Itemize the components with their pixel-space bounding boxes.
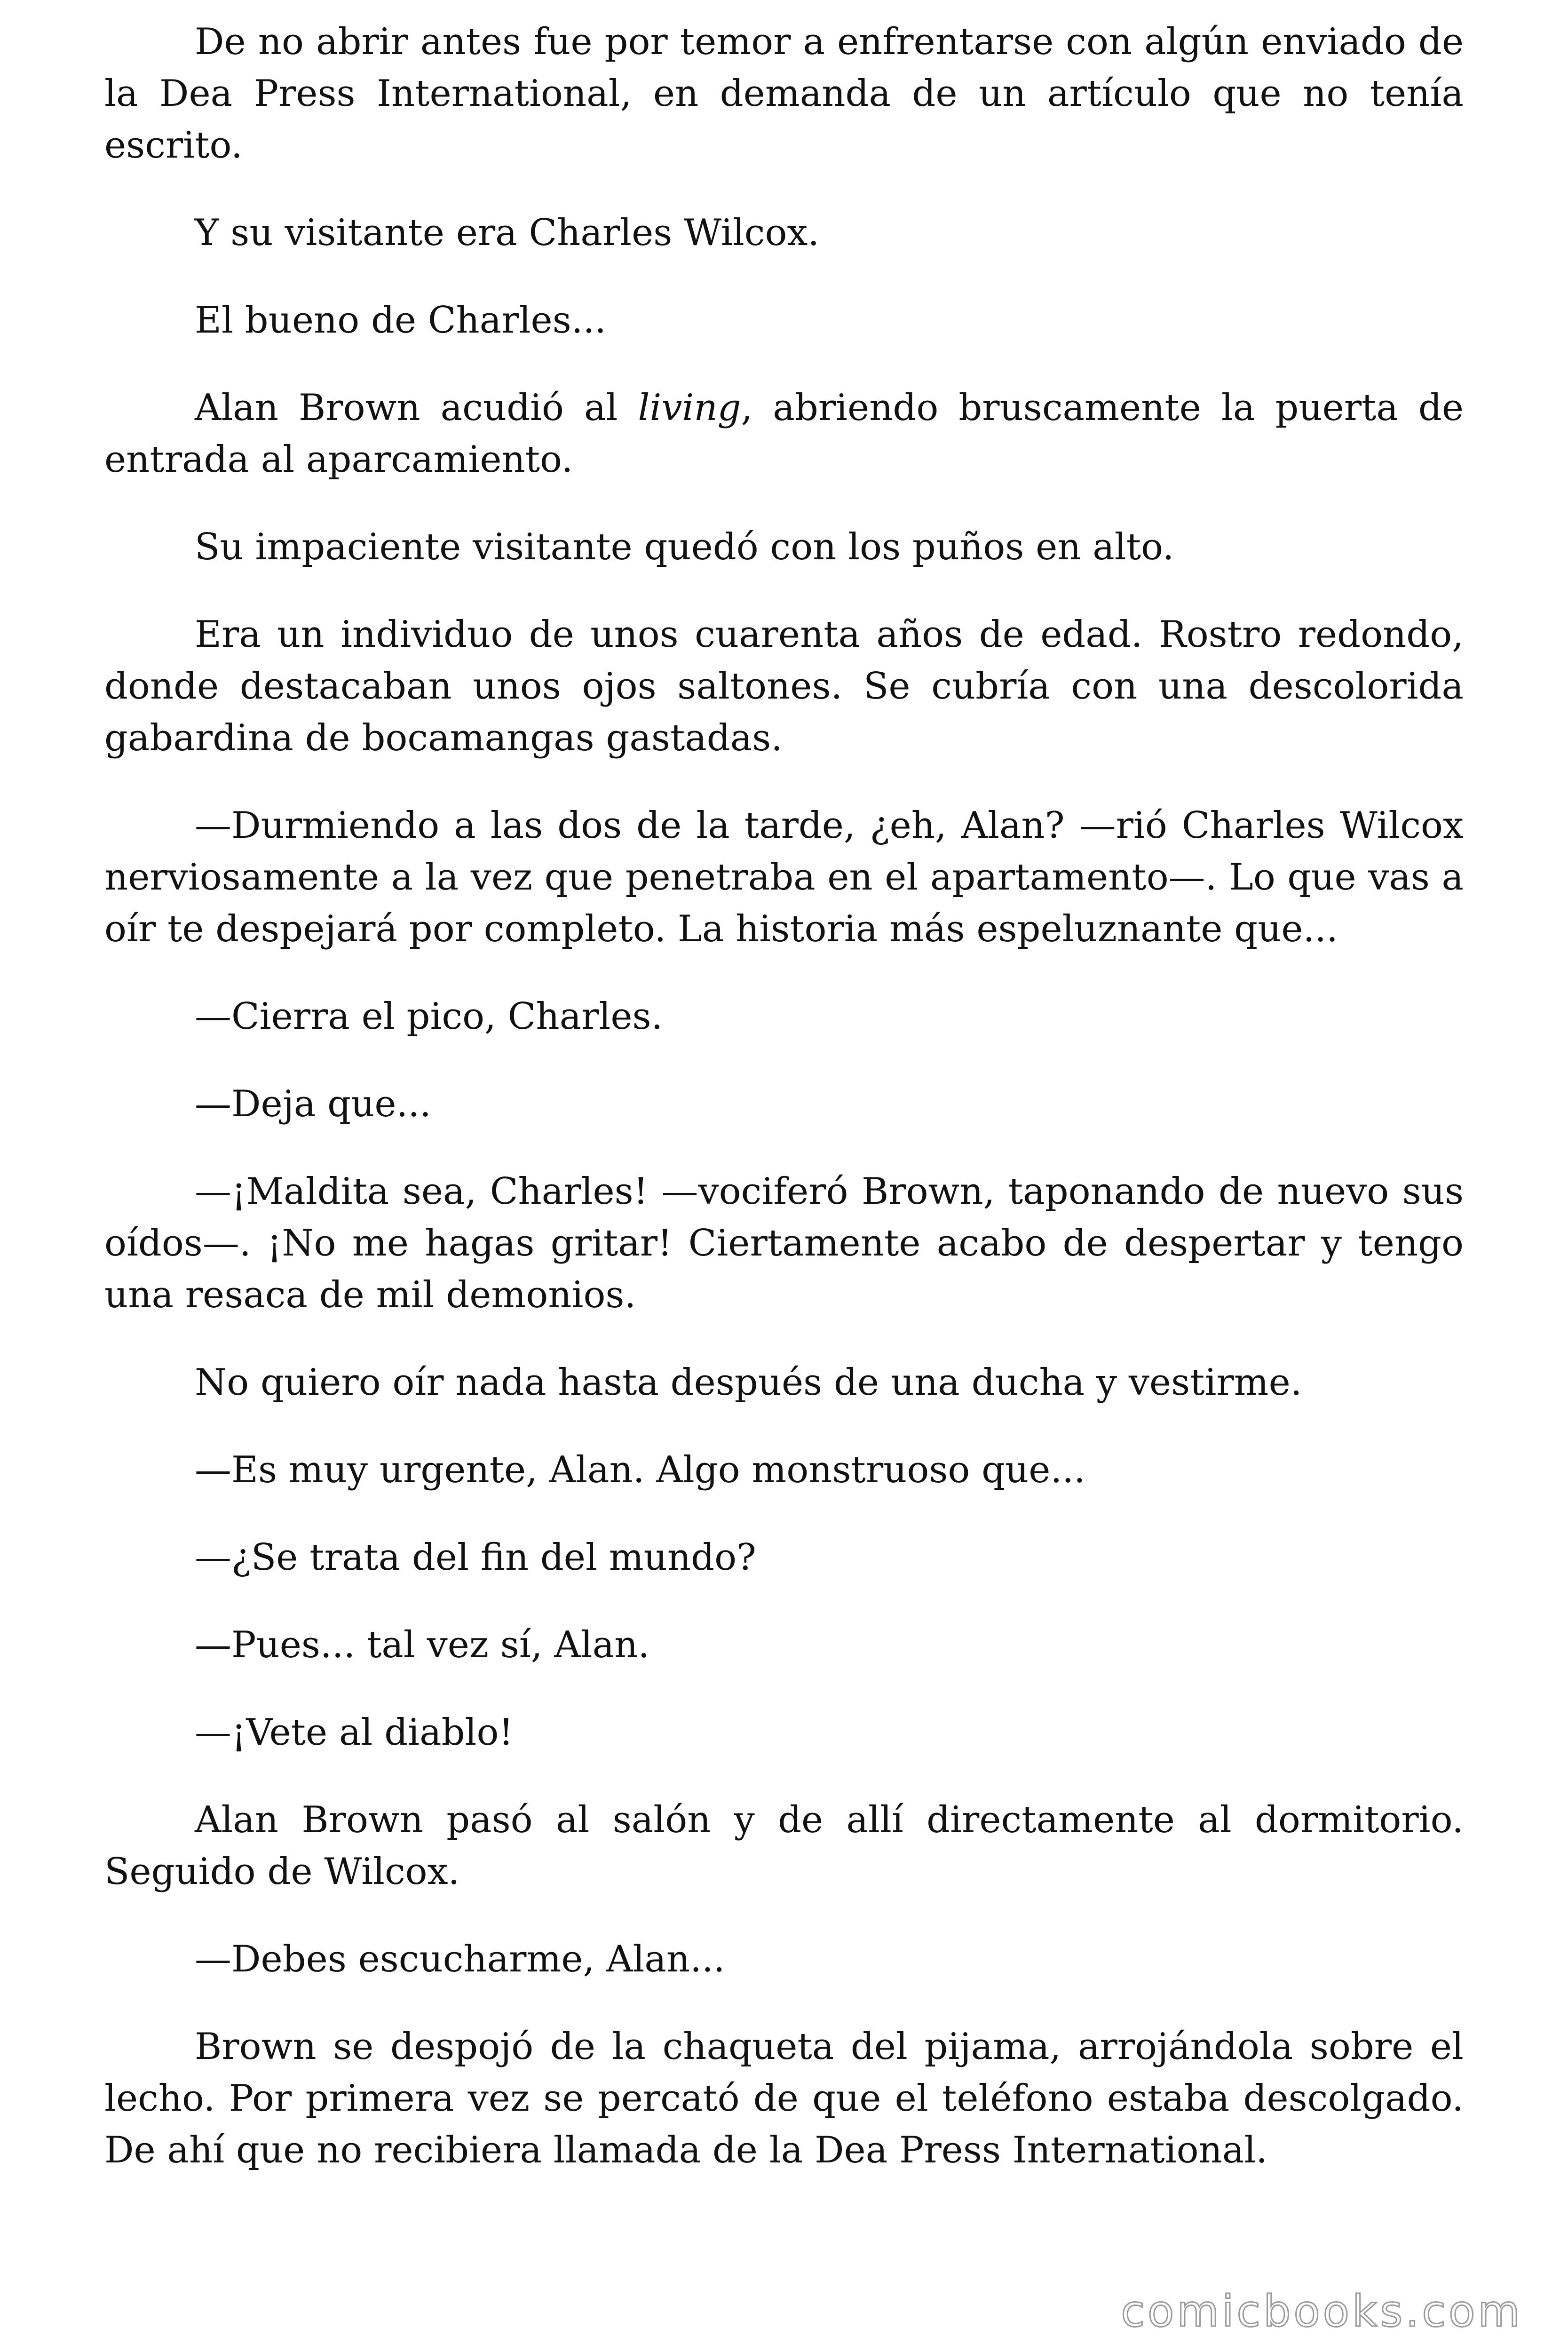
paragraph-1: De no abrir antes fue por temor a enfrentarse con algún enviado de la Dea Press International, en demanda de un artículo que no tenía escrito. xyxy=(104,21,1464,167)
paragraph-16: Alan Brown pasó al salón y de allí directamente al dormitorio. Seguido de Wilcox. xyxy=(104,1799,1464,1893)
paragraph-4-after: , abriendo bruscamente la puerta de entrada al aparcamiento. xyxy=(104,387,1464,481)
paragraph-7: —Durmiendo a las dos de la tarde, ¿eh, Alan? —rió Charles Wilcox nerviosamente a la vez que penetraba en el apartamento—. Lo que vas a oír te despejará por completo. La historia más espeluznante que... xyxy=(104,804,1464,950)
paragraph-6: Era un individuo de unos cuarenta años de edad. Rostro redondo, donde destacaban unos ojos saltones. Se cubría con una descolorida gabardina de bocamangas gastadas. xyxy=(104,613,1464,759)
paragraph-17: —Debes escucharme, Alan... xyxy=(195,1938,725,1980)
paragraph-12: —Es muy urgente, Alan. Algo monstruoso que... xyxy=(195,1449,1085,1491)
paragraph-2: Y su visitante era Charles Wilcox. xyxy=(195,212,820,254)
paragraph-11: No quiero oír nada hasta después de una ducha y vestirme. xyxy=(195,1361,1302,1404)
paragraph-14: —Pues... tal vez sí, Alan. xyxy=(195,1624,650,1666)
watermark-text: comicbooks.com xyxy=(1121,2286,1523,2336)
italic-word-living: living xyxy=(638,387,741,429)
paragraph-13: —¿Se trata del fin del mundo? xyxy=(195,1536,756,1579)
paragraph-3: El bueno de Charles... xyxy=(195,299,607,342)
paragraph-4-before: Alan Brown acudió al xyxy=(195,387,638,429)
book-page xyxy=(104,16,1464,2212)
paragraph-15: —¡Vete al diablo! xyxy=(195,1711,514,1754)
paragraph-18: Brown se despojó de la chaqueta del pijama, arrojándola sobre el lecho. Por primera vez se percató de que el teléfono estaba descolgado. De ahí que no recibiera llamada de la Dea Press International. xyxy=(104,2026,1464,2171)
paragraph-10: —¡Maldita sea, Charles! —vociferó Brown, taponando de nuevo sus oídos—. ¡No me hagas gritar! Ciertamente acabo de despertar y tengo una resaca de mil demonios. xyxy=(104,1170,1464,1316)
paragraph-9: —Deja que... xyxy=(195,1083,431,1125)
paragraph-5: Su impaciente visitante quedó con los puños en alto. xyxy=(195,526,1174,568)
paragraph-4 xyxy=(104,382,1464,485)
paragraph-8: —Cierra el pico, Charles. xyxy=(195,995,663,1038)
